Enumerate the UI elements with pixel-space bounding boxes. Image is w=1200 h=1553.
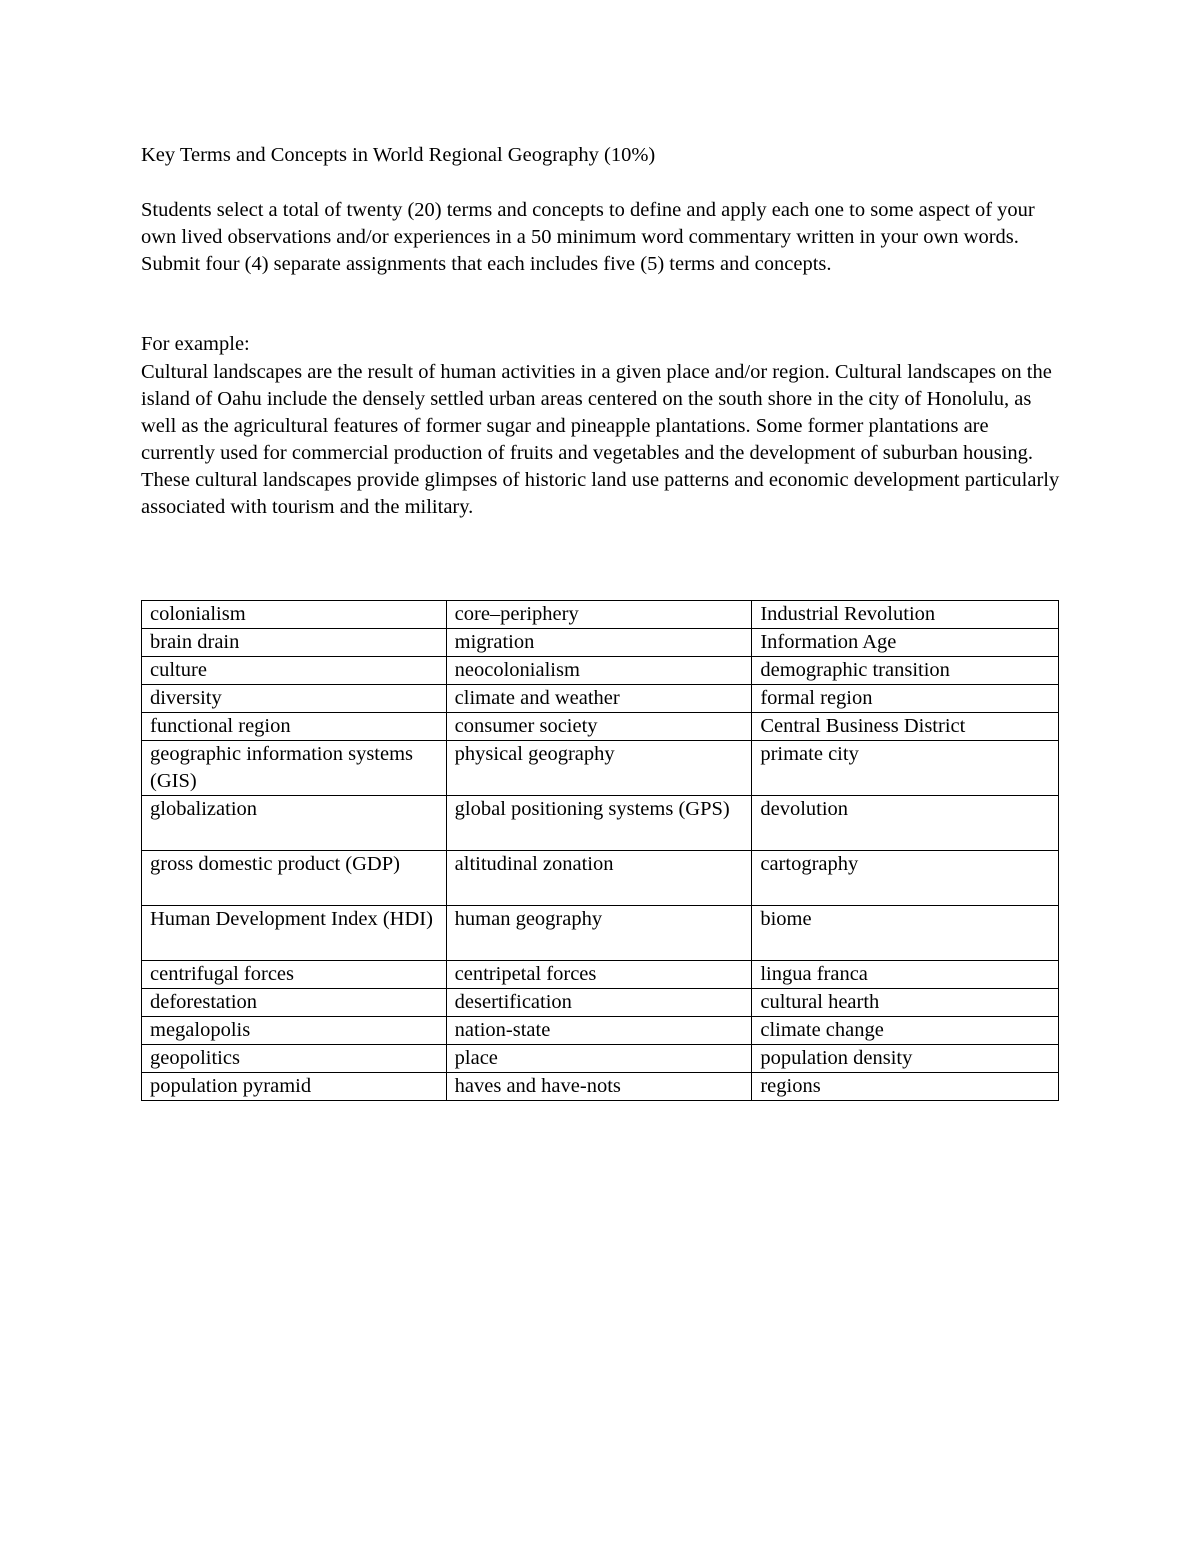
table-cell: culture — [142, 657, 447, 685]
table-cell: demographic transition — [752, 657, 1059, 685]
table-cell: centripetal forces — [446, 961, 752, 989]
table-cell: devolution — [752, 796, 1059, 851]
table-cell: primate city — [752, 741, 1059, 796]
table-row — [142, 1045, 1059, 1073]
table-cell: brain drain — [142, 629, 447, 657]
table-cell: globalization — [142, 796, 447, 851]
table-cell: cartography — [752, 851, 1059, 906]
table-cell: physical geography — [446, 741, 752, 796]
table-cell: desertification — [446, 989, 752, 1017]
table-cell: core–periphery — [446, 601, 752, 629]
table-row — [142, 713, 1059, 741]
table-cell: Central Business District — [752, 713, 1059, 741]
table-cell: deforestation — [142, 989, 447, 1017]
table-row — [142, 796, 1059, 851]
table-cell: global positioning systems (GPS) — [446, 796, 752, 851]
table-row — [142, 961, 1059, 989]
table-row — [142, 685, 1059, 713]
table-row — [142, 629, 1059, 657]
table-cell: consumer society — [446, 713, 752, 741]
table-row — [142, 989, 1059, 1017]
table-cell: haves and have-nots — [446, 1073, 752, 1101]
table-row — [142, 657, 1059, 685]
table-row — [142, 601, 1059, 629]
table-cell: Human Development Index (HDI) — [142, 906, 447, 961]
table-cell: cultural hearth — [752, 989, 1059, 1017]
document-title: Key Terms and Concepts in World Regional Geography (10%) — [141, 144, 656, 166]
terms-table — [141, 600, 1059, 1101]
table-cell: climate change — [752, 1017, 1059, 1045]
table-row — [142, 741, 1059, 796]
table-cell: functional region — [142, 713, 447, 741]
example-paragraph: Cultural landscapes are the result of human activities in a given place and/or region. Cultural landscapes on the island of Oahu include the densely settled urban areas centered on the south shore in the city of Honolulu, as well as the agricultural features of former sugar and pineapple plantations. Some former plantations are currently used for commercial production of fruits and vegetables and the development of suburban housing. These cultural landscapes provide glimpses of historic land use patterns and economic development particularly associated with tourism and the military. — [141, 361, 1060, 518]
table-cell: Industrial Revolution — [752, 601, 1059, 629]
table-cell: population pyramid — [142, 1073, 447, 1101]
table-cell: formal region — [752, 685, 1059, 713]
table-cell: geographic information systems (GIS) — [142, 741, 447, 796]
table-cell: diversity — [142, 685, 447, 713]
table-cell: lingua franca — [752, 961, 1059, 989]
table-cell: geopolitics — [142, 1045, 447, 1073]
table-row — [142, 851, 1059, 906]
table-cell: human geography — [446, 906, 752, 961]
table-cell: colonialism — [142, 601, 447, 629]
instructions-paragraph: Students select a total of twenty (20) terms and concepts to define and apply each one to some aspect of your own lived observations and/or experiences in a 50 minimum word commentary written in your own words. Submit four (4) separate assignments that each includes five (5) terms and concepts. — [141, 199, 1035, 275]
table-cell: population density — [752, 1045, 1059, 1073]
table-cell: altitudinal zonation — [446, 851, 752, 906]
table-cell: nation-state — [446, 1017, 752, 1045]
table-row — [142, 906, 1059, 961]
table-cell: place — [446, 1045, 752, 1073]
table-cell: Information Age — [752, 629, 1059, 657]
table-cell: megalopolis — [142, 1017, 447, 1045]
table-cell: migration — [446, 629, 752, 657]
table-cell: centrifugal forces — [142, 961, 447, 989]
table-row — [142, 1073, 1059, 1101]
table-cell: neocolonialism — [446, 657, 752, 685]
example-label: For example: — [141, 333, 250, 355]
table-cell: regions — [752, 1073, 1059, 1101]
table-cell: climate and weather — [446, 685, 752, 713]
table-row — [142, 1017, 1059, 1045]
table-cell: gross domestic product (GDP) — [142, 851, 447, 906]
table-cell: biome — [752, 906, 1059, 961]
